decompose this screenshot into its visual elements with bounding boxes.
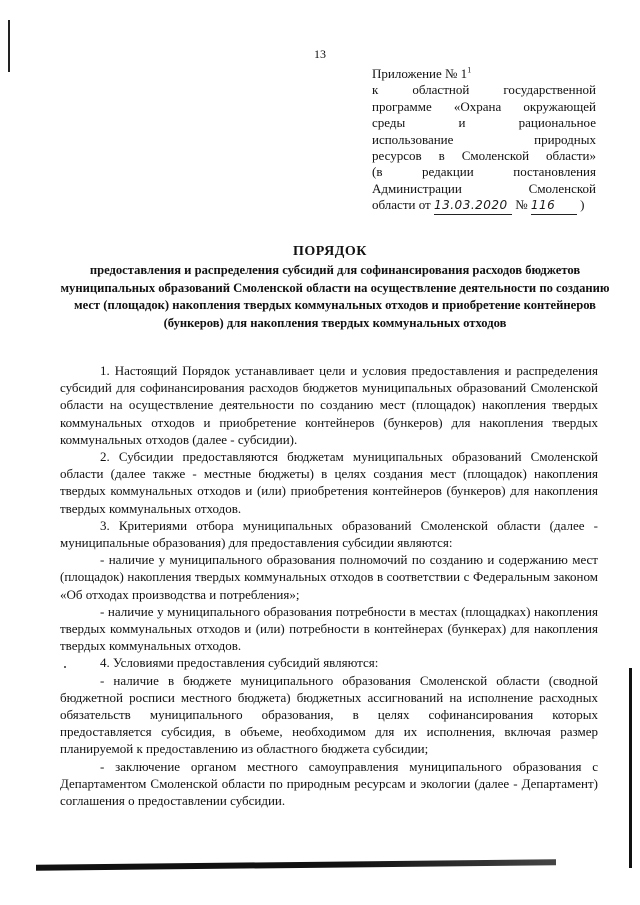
document-subtitle: предоставления и распределения субсидий для софинансирования расходов бюджетов муниципальных образований Смоленской области на осуществление деятельности по созданию мест (площадок) накопления твердых коммунальных отходов и приобретение контейнеров (бункеров) для накопления твердых коммунальных отходов [60, 263, 610, 330]
paragraph: - наличие у муниципального образования потребности в местах (площадках) накопления твердых коммунальных отходов и (или) потребности в контейнерах (бункерах) для накопления твердых коммунальных отходов. [60, 603, 598, 654]
paragraph: - наличие у муниципального образования полномочий по созданию и содержанию мест (площадок) накопления твердых коммунальных отходов в соответствии с Федеральным законом «Об отходах производства и потребления»; [60, 552, 598, 602]
paragraph: - наличие в бюджете муниципального образования Смоленской области (сводной бюджетной росписи местного бюджета) бюджетных ассигнований на исполнение расходных обязательств муниципального образования, в целях софинансирования которых предоставляется субсидия, в объеме, необходимом для их исполнения, включая размер планируемой к предоставлению из областного бюджета субсидии; [60, 672, 598, 757]
appendix-header [372, 66, 596, 215]
document-body [60, 362, 598, 809]
handwritten-date: 13.03.2020 [434, 197, 512, 214]
document-title: ПОРЯДОК [293, 244, 367, 259]
paragraph: - заключение органом местного самоуправления муниципального образования с Департаментом Смоленской области по природным ресурсам и экологии (далее - Департамент) соглашения о предоставлении субсидии. [60, 758, 598, 809]
paragraph: 2. Субсидии предоставляются бюджетам муниципальных образований Смоленской области (далее также - местные бюджеты) в целях создания мест (площадок) накопления твердых коммунальных отходов и (или) приобретения контейнеров (бункеров) для накопления твердых коммунальных отходов. [60, 449, 598, 516]
scan-bottom-edge [36, 859, 556, 870]
scan-edge-mark [629, 668, 632, 868]
scan-edge-mark [8, 20, 10, 72]
appendix-line: к областной государственной [372, 82, 596, 98]
handwritten-number: 116 [531, 197, 577, 214]
page-number: 13 [314, 47, 326, 61]
appendix-line: (в редакции постановления [372, 164, 596, 180]
appendix-line: Администрации Смоленской [372, 180, 596, 196]
paragraph: 3. Критериями отбора муниципальных образований Смоленской области (далее - муниципальные образования) для предоставления субсидии являются: [60, 517, 598, 551]
paragraph: 4. Условиями предоставления субсидий являются: [100, 655, 379, 671]
paragraph: 1. Настоящий Порядок устанавливает цели и условия предоставления и распределения субсидий для софинансирования расходов бюджетов муниципальных образований Смоленской области на осуществление деятельности по созданию мест (площадок) накопления твердых коммунальных отходов и приобретение контейнеров (бункеров) для накопления твердых коммунальных отходов (далее - субсидии). [60, 363, 598, 447]
appendix-line: ресурсов в Смоленской области» [372, 148, 596, 164]
appendix-line: использование природных [372, 131, 596, 147]
scan-speck [64, 666, 66, 668]
appendix-line: среды и рациональное [372, 115, 596, 131]
appendix-line: Приложение № $1^1$ [372, 65, 472, 81]
appendix-date-line: области от 13.03.2020 № 116 ) [372, 197, 596, 214]
appendix-line: программе «Охрана окружающей [372, 98, 596, 114]
